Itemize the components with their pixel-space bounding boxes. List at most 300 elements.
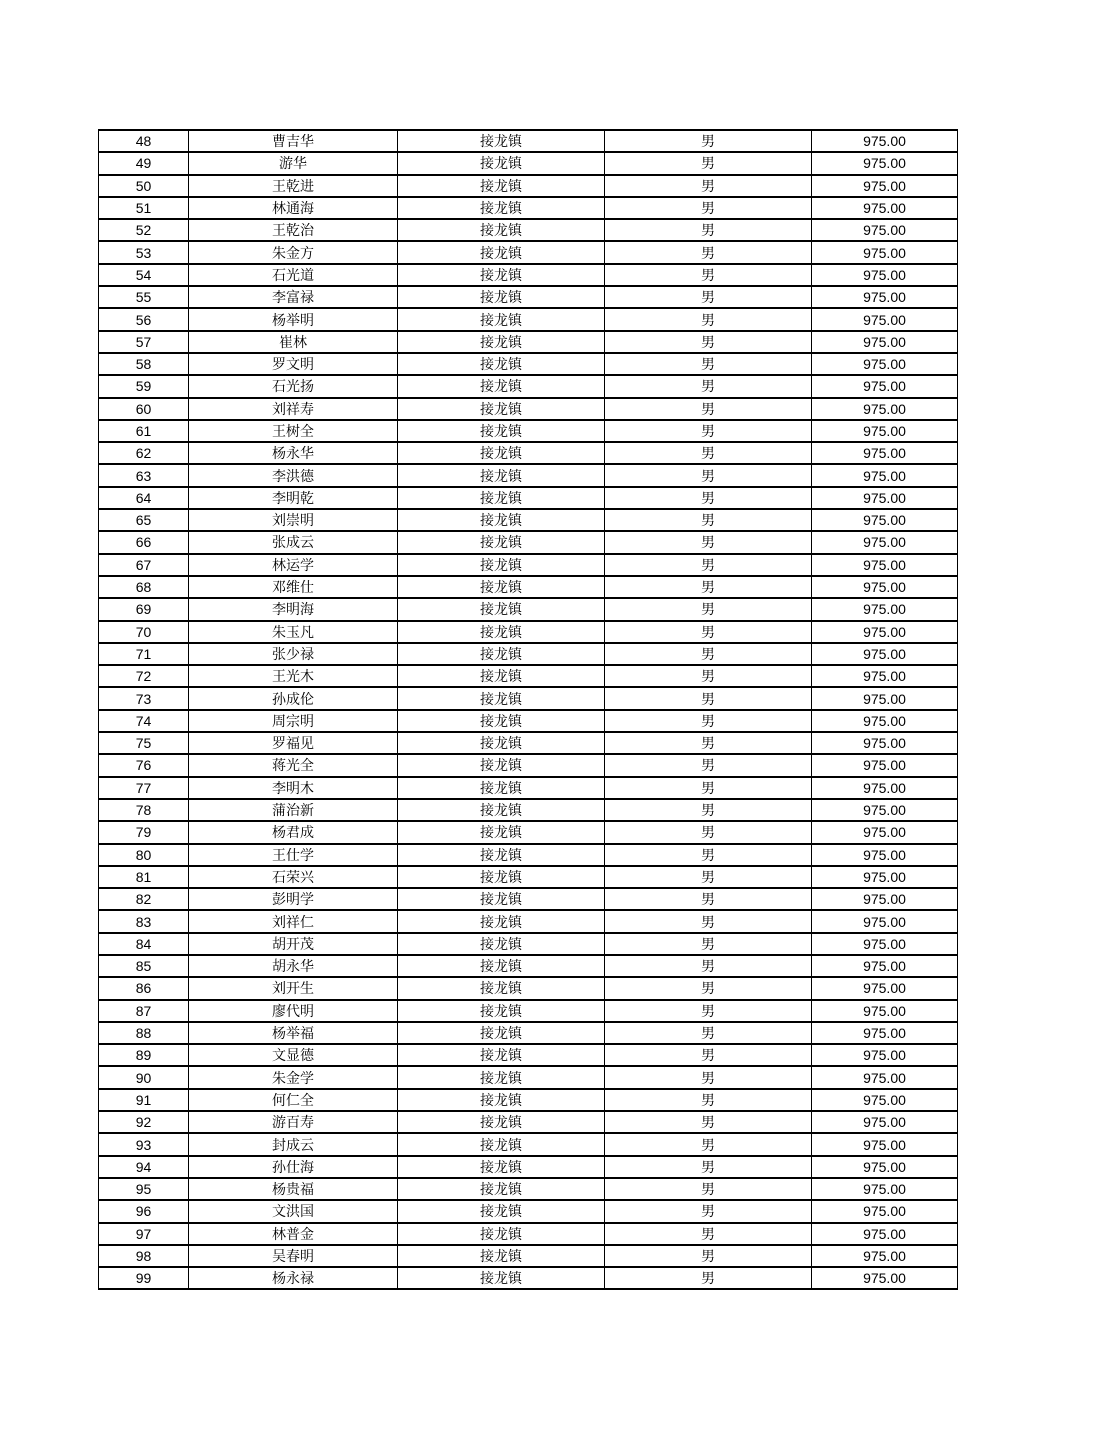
gender-cell: 男 [605,866,812,888]
table-row [99,643,958,665]
row-number-cell: 92 [99,1111,189,1133]
town-cell: 接龙镇 [398,175,605,197]
name-cell: 文洪国 [189,1200,398,1222]
amount-cell: 975.00 [812,1223,958,1245]
name-cell: 孙仕海 [189,1156,398,1178]
gender-cell: 男 [605,799,812,821]
gender-cell: 男 [605,955,812,977]
table-body [99,130,958,1289]
row-number-cell: 66 [99,531,189,553]
gender-cell: 男 [605,732,812,754]
table-row [99,1066,958,1088]
gender-cell: 男 [605,398,812,420]
row-number-cell: 69 [99,598,189,620]
name-cell: 杨贵福 [189,1178,398,1200]
town-cell: 接龙镇 [398,219,605,241]
name-cell: 刘开生 [189,977,398,999]
gender-cell: 男 [605,910,812,932]
name-cell: 林普金 [189,1223,398,1245]
town-cell: 接龙镇 [398,531,605,553]
amount-cell: 975.00 [812,398,958,420]
town-cell: 接龙镇 [398,777,605,799]
document-sheet [98,129,958,1290]
name-cell: 王乾治 [189,219,398,241]
town-cell: 接龙镇 [398,308,605,330]
amount-cell: 975.00 [812,241,958,263]
gender-cell: 男 [605,420,812,442]
amount-cell: 975.00 [812,264,958,286]
town-cell: 接龙镇 [398,1022,605,1044]
table-row [99,955,958,977]
town-cell: 接龙镇 [398,152,605,174]
name-cell: 胡开茂 [189,933,398,955]
table-row [99,375,958,397]
name-cell: 罗福见 [189,732,398,754]
table-row [99,621,958,643]
table-row [99,1044,958,1066]
gender-cell: 男 [605,821,812,843]
name-cell: 张少禄 [189,643,398,665]
town-cell: 接龙镇 [398,576,605,598]
table-row [99,197,958,219]
row-number-cell: 72 [99,665,189,687]
name-cell: 杨举明 [189,308,398,330]
gender-cell: 男 [605,933,812,955]
table-row [99,977,958,999]
town-cell: 接龙镇 [398,1066,605,1088]
table-row [99,509,958,531]
gender-cell: 男 [605,598,812,620]
table-row [99,331,958,353]
table-row [99,308,958,330]
amount-cell: 975.00 [812,710,958,732]
gender-cell: 男 [605,353,812,375]
town-cell: 接龙镇 [398,866,605,888]
amount-cell: 975.00 [812,1000,958,1022]
row-number-cell: 95 [99,1178,189,1200]
row-number-cell: 79 [99,821,189,843]
gender-cell: 男 [605,1000,812,1022]
name-cell: 李富禄 [189,286,398,308]
amount-cell: 975.00 [812,1156,958,1178]
name-cell: 游华 [189,152,398,174]
town-cell: 接龙镇 [398,264,605,286]
town-cell: 接龙镇 [398,732,605,754]
amount-cell: 975.00 [812,331,958,353]
amount-cell: 975.00 [812,888,958,910]
name-cell: 崔林 [189,331,398,353]
row-number-cell: 82 [99,888,189,910]
amount-cell: 975.00 [812,1133,958,1155]
row-number-cell: 83 [99,910,189,932]
row-number-cell: 53 [99,241,189,263]
table-row [99,866,958,888]
row-number-cell: 60 [99,398,189,420]
row-number-cell: 93 [99,1133,189,1155]
row-number-cell: 64 [99,487,189,509]
name-cell: 石光扬 [189,375,398,397]
amount-cell: 975.00 [812,1044,958,1066]
town-cell: 接龙镇 [398,687,605,709]
row-number-cell: 56 [99,308,189,330]
table-row [99,152,958,174]
table-row [99,799,958,821]
amount-cell: 975.00 [812,732,958,754]
name-cell: 游百寿 [189,1111,398,1133]
table-row [99,1267,958,1289]
name-cell: 杨君成 [189,821,398,843]
table-row [99,264,958,286]
table-row [99,487,958,509]
name-cell: 胡永华 [189,955,398,977]
town-cell: 接龙镇 [398,977,605,999]
table-row [99,1156,958,1178]
row-number-cell: 94 [99,1156,189,1178]
row-number-cell: 68 [99,576,189,598]
gender-cell: 男 [605,1156,812,1178]
amount-cell: 975.00 [812,598,958,620]
gender-cell: 男 [605,687,812,709]
town-cell: 接龙镇 [398,241,605,263]
amount-cell: 975.00 [812,687,958,709]
name-cell: 彭明学 [189,888,398,910]
name-cell: 王仕学 [189,844,398,866]
town-cell: 接龙镇 [398,353,605,375]
amount-cell: 975.00 [812,308,958,330]
table-row [99,531,958,553]
row-number-cell: 58 [99,353,189,375]
row-number-cell: 75 [99,732,189,754]
row-number-cell: 73 [99,687,189,709]
amount-cell: 975.00 [812,197,958,219]
gender-cell: 男 [605,442,812,464]
gender-cell: 男 [605,977,812,999]
gender-cell: 男 [605,754,812,776]
amount-cell: 975.00 [812,375,958,397]
town-cell: 接龙镇 [398,197,605,219]
gender-cell: 男 [605,1245,812,1267]
table-row [99,219,958,241]
name-cell: 周宗明 [189,710,398,732]
gender-cell: 男 [605,241,812,263]
gender-cell: 男 [605,576,812,598]
name-cell: 曹吉华 [189,130,398,152]
gender-cell: 男 [605,1111,812,1133]
table-row [99,1089,958,1111]
town-cell: 接龙镇 [398,799,605,821]
name-cell: 吴春明 [189,1245,398,1267]
row-number-cell: 74 [99,710,189,732]
town-cell: 接龙镇 [398,821,605,843]
amount-cell: 975.00 [812,665,958,687]
gender-cell: 男 [605,1178,812,1200]
town-cell: 接龙镇 [398,643,605,665]
amount-cell: 975.00 [812,866,958,888]
gender-cell: 男 [605,1044,812,1066]
town-cell: 接龙镇 [398,1111,605,1133]
row-number-cell: 78 [99,799,189,821]
row-number-cell: 70 [99,621,189,643]
gender-cell: 男 [605,264,812,286]
table-row [99,821,958,843]
name-cell: 朱金学 [189,1066,398,1088]
name-cell: 廖代明 [189,1000,398,1022]
table-row [99,844,958,866]
gender-cell: 男 [605,464,812,486]
amount-cell: 975.00 [812,175,958,197]
table-row [99,1223,958,1245]
town-cell: 接龙镇 [398,888,605,910]
gender-cell: 男 [605,888,812,910]
town-cell: 接龙镇 [398,1178,605,1200]
name-cell: 石光道 [189,264,398,286]
town-cell: 接龙镇 [398,442,605,464]
town-cell: 接龙镇 [398,130,605,152]
table-row [99,286,958,308]
row-number-cell: 55 [99,286,189,308]
row-number-cell: 76 [99,754,189,776]
amount-cell: 975.00 [812,130,958,152]
town-cell: 接龙镇 [398,598,605,620]
town-cell: 接龙镇 [398,509,605,531]
gender-cell: 男 [605,375,812,397]
table-row [99,910,958,932]
gender-cell: 男 [605,308,812,330]
town-cell: 接龙镇 [398,1044,605,1066]
name-cell: 刘祥仁 [189,910,398,932]
gender-cell: 男 [605,777,812,799]
name-cell: 石荣兴 [189,866,398,888]
name-cell: 杨永华 [189,442,398,464]
name-cell: 王乾进 [189,175,398,197]
row-number-cell: 61 [99,420,189,442]
amount-cell: 975.00 [812,933,958,955]
gender-cell: 男 [605,1066,812,1088]
table-row [99,1111,958,1133]
name-cell: 杨永禄 [189,1267,398,1289]
row-number-cell: 63 [99,464,189,486]
name-cell: 罗文明 [189,353,398,375]
row-number-cell: 89 [99,1044,189,1066]
name-cell: 刘祥寿 [189,398,398,420]
town-cell: 接龙镇 [398,910,605,932]
gender-cell: 男 [605,710,812,732]
gender-cell: 男 [605,487,812,509]
roster-table [98,129,958,1290]
amount-cell: 975.00 [812,464,958,486]
row-number-cell: 86 [99,977,189,999]
table-row [99,175,958,197]
name-cell: 林通海 [189,197,398,219]
town-cell: 接龙镇 [398,331,605,353]
row-number-cell: 97 [99,1223,189,1245]
amount-cell: 975.00 [812,799,958,821]
row-number-cell: 57 [99,331,189,353]
town-cell: 接龙镇 [398,1267,605,1289]
table-row [99,777,958,799]
amount-cell: 975.00 [812,576,958,598]
row-number-cell: 90 [99,1066,189,1088]
gender-cell: 男 [605,1200,812,1222]
row-number-cell: 49 [99,152,189,174]
row-number-cell: 96 [99,1200,189,1222]
gender-cell: 男 [605,844,812,866]
name-cell: 朱玉凡 [189,621,398,643]
name-cell: 林运学 [189,554,398,576]
gender-cell: 男 [605,219,812,241]
row-number-cell: 54 [99,264,189,286]
town-cell: 接龙镇 [398,487,605,509]
town-cell: 接龙镇 [398,1223,605,1245]
name-cell: 王树全 [189,420,398,442]
name-cell: 何仁全 [189,1089,398,1111]
town-cell: 接龙镇 [398,665,605,687]
gender-cell: 男 [605,1223,812,1245]
town-cell: 接龙镇 [398,754,605,776]
amount-cell: 975.00 [812,1111,958,1133]
town-cell: 接龙镇 [398,420,605,442]
row-number-cell: 87 [99,1000,189,1022]
name-cell: 王光木 [189,665,398,687]
gender-cell: 男 [605,152,812,174]
amount-cell: 975.00 [812,621,958,643]
table-row [99,665,958,687]
table-row [99,933,958,955]
town-cell: 接龙镇 [398,1200,605,1222]
name-cell: 朱金方 [189,241,398,263]
table-row [99,687,958,709]
table-row [99,1200,958,1222]
amount-cell: 975.00 [812,509,958,531]
table-row [99,1133,958,1155]
row-number-cell: 51 [99,197,189,219]
row-number-cell: 77 [99,777,189,799]
gender-cell: 男 [605,331,812,353]
amount-cell: 975.00 [812,286,958,308]
row-number-cell: 67 [99,554,189,576]
gender-cell: 男 [605,197,812,219]
row-number-cell: 84 [99,933,189,955]
town-cell: 接龙镇 [398,621,605,643]
amount-cell: 975.00 [812,1178,958,1200]
town-cell: 接龙镇 [398,844,605,866]
table-row [99,241,958,263]
table-row [99,554,958,576]
town-cell: 接龙镇 [398,955,605,977]
name-cell: 李明海 [189,598,398,620]
table-row [99,398,958,420]
gender-cell: 男 [605,175,812,197]
gender-cell: 男 [605,1133,812,1155]
row-number-cell: 99 [99,1267,189,1289]
gender-cell: 男 [605,130,812,152]
town-cell: 接龙镇 [398,464,605,486]
name-cell: 李洪德 [189,464,398,486]
row-number-cell: 52 [99,219,189,241]
town-cell: 接龙镇 [398,710,605,732]
town-cell: 接龙镇 [398,1156,605,1178]
town-cell: 接龙镇 [398,1089,605,1111]
name-cell: 张成云 [189,531,398,553]
name-cell: 邓维仕 [189,576,398,598]
table-row [99,442,958,464]
name-cell: 李明木 [189,777,398,799]
amount-cell: 975.00 [812,910,958,932]
row-number-cell: 81 [99,866,189,888]
amount-cell: 975.00 [812,353,958,375]
town-cell: 接龙镇 [398,398,605,420]
gender-cell: 男 [605,643,812,665]
row-number-cell: 50 [99,175,189,197]
table-row [99,353,958,375]
amount-cell: 975.00 [812,1066,958,1088]
town-cell: 接龙镇 [398,933,605,955]
amount-cell: 975.00 [812,1245,958,1267]
town-cell: 接龙镇 [398,1245,605,1267]
row-number-cell: 65 [99,509,189,531]
gender-cell: 男 [605,554,812,576]
table-row [99,1245,958,1267]
gender-cell: 男 [605,509,812,531]
row-number-cell: 85 [99,955,189,977]
amount-cell: 975.00 [812,1022,958,1044]
amount-cell: 975.00 [812,821,958,843]
town-cell: 接龙镇 [398,1133,605,1155]
gender-cell: 男 [605,1022,812,1044]
amount-cell: 975.00 [812,554,958,576]
table-row [99,888,958,910]
row-number-cell: 48 [99,130,189,152]
row-number-cell: 91 [99,1089,189,1111]
name-cell: 杨举福 [189,1022,398,1044]
amount-cell: 975.00 [812,977,958,999]
table-row [99,576,958,598]
amount-cell: 975.00 [812,1200,958,1222]
name-cell: 封成云 [189,1133,398,1155]
amount-cell: 975.00 [812,754,958,776]
amount-cell: 975.00 [812,531,958,553]
amount-cell: 975.00 [812,420,958,442]
amount-cell: 975.00 [812,219,958,241]
row-number-cell: 71 [99,643,189,665]
amount-cell: 975.00 [812,777,958,799]
amount-cell: 975.00 [812,1267,958,1289]
amount-cell: 975.00 [812,152,958,174]
row-number-cell: 59 [99,375,189,397]
table-row [99,598,958,620]
name-cell: 文显德 [189,1044,398,1066]
name-cell: 刘崇明 [189,509,398,531]
row-number-cell: 80 [99,844,189,866]
name-cell: 蒲治新 [189,799,398,821]
amount-cell: 975.00 [812,955,958,977]
row-number-cell: 98 [99,1245,189,1267]
table-row [99,710,958,732]
amount-cell: 975.00 [812,1089,958,1111]
name-cell: 蒋光全 [189,754,398,776]
gender-cell: 男 [605,1089,812,1111]
gender-cell: 男 [605,531,812,553]
town-cell: 接龙镇 [398,286,605,308]
town-cell: 接龙镇 [398,554,605,576]
amount-cell: 975.00 [812,844,958,866]
row-number-cell: 88 [99,1022,189,1044]
table-row [99,1178,958,1200]
name-cell: 孙成伦 [189,687,398,709]
name-cell: 李明乾 [189,487,398,509]
gender-cell: 男 [605,621,812,643]
table-row [99,420,958,442]
